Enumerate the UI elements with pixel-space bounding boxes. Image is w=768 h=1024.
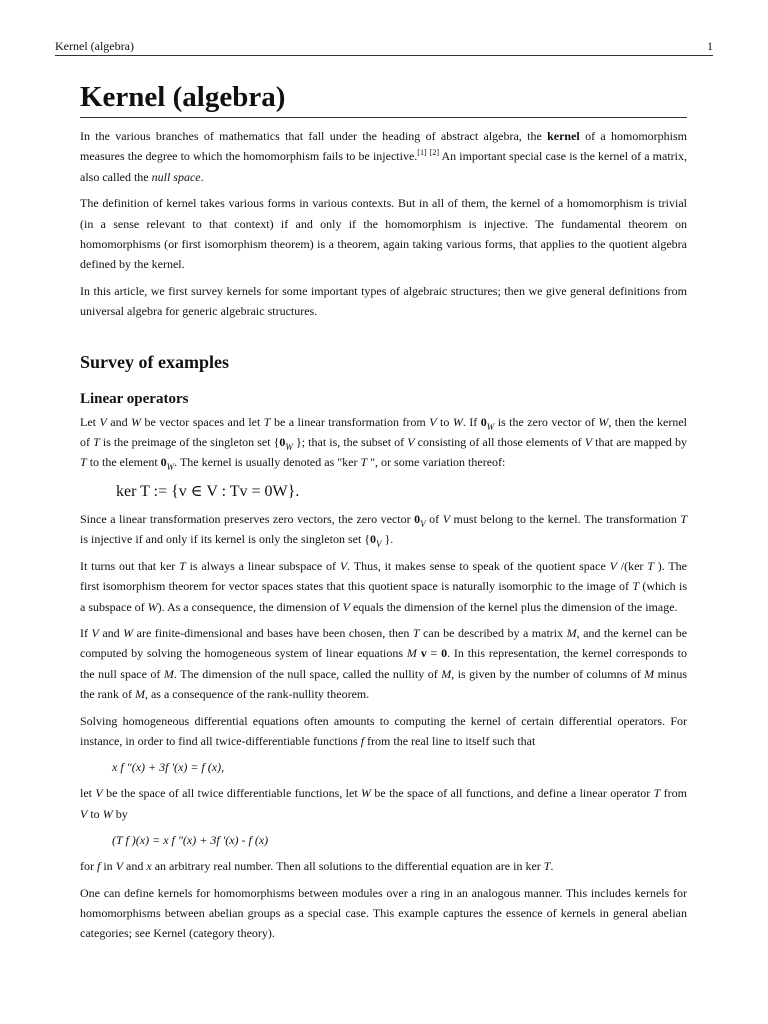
linear-paragraph-2: Since a linear transformation preserves zero vectors, the zero vector $0_V$ of V must belong to the kernel. The transformation T is injective if and only if its kernel is only the singleton set {$0_V$ }. — [80, 511, 687, 550]
citation-1[interactable]: [1] — [417, 148, 427, 158]
kernel-definition-formula: ker T := {v ∈ V : Tv = 0W}. — [116, 482, 300, 500]
linear-paragraph-5: Solving homogeneous differential equations often amounts to computing the kernel of certain differential operators. For instance, in order to find all twice-differentiable functions f from the real line to itself such that — [80, 713, 687, 748]
running-header-title: Kernel (algebra) — [55, 39, 134, 53]
citation-2[interactable]: [2] — [429, 148, 440, 158]
page-title: Kernel (algebra) — [80, 80, 687, 118]
linear-paragraph-3: It turns out that ker T is always a linear subspace of V. Thus, it makes sense to speak of the quotient space V /(ker T ). The first isomorphism theorem for vector spaces states that this quotient space is naturally isomorphic to the image of T (which is a subspace of W). As a consequence, the dimension of V equals the dimension of the kernel plus the dimension of the image. — [80, 558, 688, 614]
intro-paragraph-1: In the various branches of mathematics that fall under the heading of abstract algebra, the kernel of a homomorphism measures the degree to which the homomorphism fails to be injective.[1] [2] An important special case is the kernel of a matrix, also called the null space. — [80, 129, 688, 184]
linear-paragraph-7: for f in V and x an arbitrary real number. Then all solutions to the differential equation are in ker T. — [80, 859, 554, 874]
page-number: 1 — [707, 39, 713, 53]
subsection-heading-linear-operators: Linear operators — [80, 390, 189, 407]
intro-paragraph-2: The definition of kernel takes various forms in various contexts. But in all of them, the kernel of a homomorphism is trivial (in a sense relevant to that context) if and only if the homomorphism is injective. The fundamental theorem on homomorphisms (or first isomorphism theorem) is a theorem, again taking various forms, that applies to the quotient algebra defined by the kernel. — [80, 196, 687, 272]
section-heading-survey: Survey of examples — [80, 351, 229, 372]
linear-paragraph-6: let V be the space of all twice differentiable functions, let W be the space of all functions, and define a linear operator T from V to W by — [80, 786, 688, 821]
linear-paragraph-4: If V and W are finite-dimensional and bases have been chosen, then T can be described by a matrix M, and the kernel can be computed by solving the homogeneous system of linear equations M v = 0. In this representation, the kernel corresponds to the null space of M. The dimension of the null space, called the nullity of M, is given by the number of columns of M minus the rank of M, as a consequence of the rank-nullity theorem. — [80, 625, 688, 702]
differential-equation: x f "(x) + 3f '(x) = f (x), — [112, 760, 225, 775]
intro-paragraph-3: In this article, we first survey kernels for some important types of algebraic structures; then we give general definitions from universal algebra for generic algebraic structures. — [80, 283, 687, 319]
running-header — [55, 38, 713, 54]
linear-paragraph-1: Let V and W be vector spaces and let T be a linear transformation from V to W. If $0_W$ is the zero vector of W, then the kernel of T is the preimage of the singleton set {$0_W$ }; that is, the subset of V consisting of all those elements of V that are mapped by T to the element $0_W$. The kernel is usually denoted as "ker T ", or some variation thereof: — [80, 414, 688, 473]
linear-paragraph-8: One can define kernels for homomorphisms between modules over a ring in an analogous manner. This includes kernels for homomorphisms between abelian groups as a special case. This example captures the essence of kernels in general abelian categories; see Kernel (category theory). — [80, 885, 687, 941]
header-divider — [55, 55, 713, 56]
article-body — [80, 80, 687, 950]
operator-definition: (T f )(x) = x f "(x) + 3f '(x) - f (x) — [112, 833, 269, 848]
